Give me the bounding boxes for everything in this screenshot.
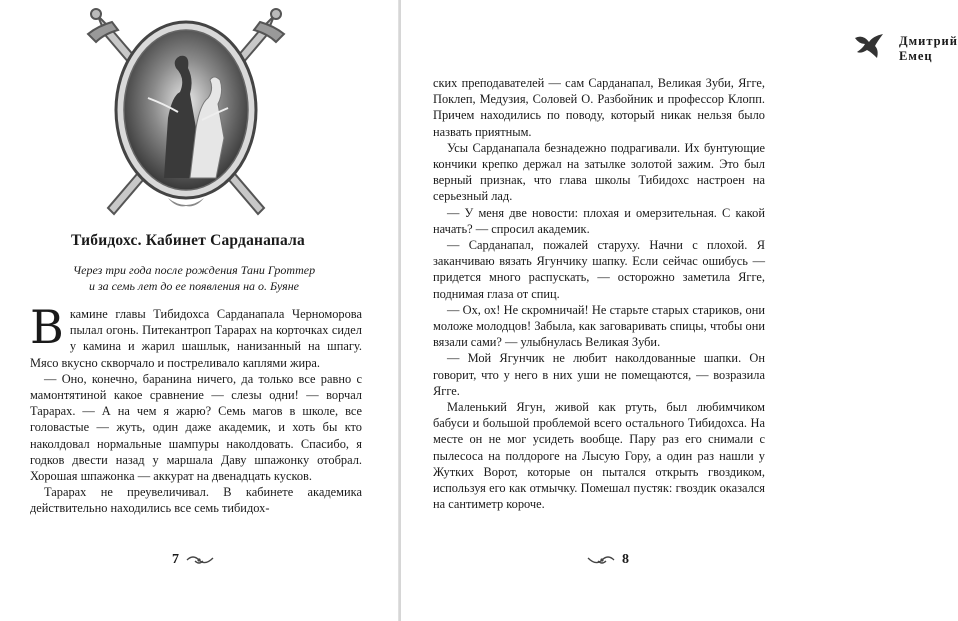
epigraph-line: Через три года после рождения Тани Гроттер [72, 263, 316, 277]
chapter-illustration [68, 8, 304, 220]
first-paragraph [30, 300, 362, 371]
right-page [401, 0, 958, 621]
paragraph: — У меня две новости: плохая и омерзительная. С какой начать? — спросил академик. [433, 205, 765, 236]
left-body-text [30, 300, 362, 517]
flourish-ornament-icon [586, 553, 616, 567]
dragon-icon [853, 32, 887, 65]
paragraph: — Ох, ох! Не скромничай! Не старьте старых стариков, они моложе молодцов! Забыла, как заговаривать спицы, чтобы они вязали сами? — улыбнулась Великая Зуби. [433, 302, 765, 350]
left-page [0, 0, 399, 621]
chapter-title: Тибидохс. Кабинет Сарданапала [71, 232, 305, 249]
first-paragraph-text: камине главы Тибидохса Сарданапала Черноморова пылал огонь. Питекантроп Тарарах на корточках сидел у камина и жарил шашлык, нанизанный на шпагу. Мясо вкусно скворчало и постреливало каплями жира. [30, 307, 362, 370]
running-head [853, 32, 958, 65]
right-page-footer [586, 552, 629, 568]
paragraph: — Мой Ягунчик не любит наколдованные шапки. Он говорит, что у него в них уши не помещаются, — возразила Ягге. [433, 351, 765, 398]
continued-paragraph: ских преподавателей — сам Сарданапал, Великая Зуби, Ягге, Поклеп, Медузия, Соловей О. Разбойник и профессор Клопп. Причем находились по поводу, который никак нельзя было назвать приятным. [433, 76, 765, 139]
paragraph: Тарарах не преувеличивал. В кабинете академика действительно находились все семь тибидох- [30, 485, 362, 516]
left-page-footer [172, 552, 215, 568]
crossed-swords-oval-illustration [68, 8, 304, 220]
paragraph: Маленький Ягун, живой как ртуть, был любимчиком бабуси и большой проблемой всего остального Тибидохса. На месте он не мог усидеть вообще. Пару раз его снимали с пылесоса на полдороге на Лысую Гору, а один раз нашли у Жутких Ворот, которые он пытался открыть гвоздиком, используя его как отмычку. Помешал пустяк: гвоздик оказался на сантиметр короче. [433, 400, 765, 512]
paragraph: — Оно, конечно, баранина ничего, да только все равно с мамонтятиной какое сравнение — слезы одни! — ворчал Тарарах. — А на чем я жарю? Семь магов в школе, все головастые — жуть, один даже академик, и хоть бы кто наколдовал нормальные шампуры наколдовать. Спасибо, я годков двести назад у маршала Даву шпажонку отобрал. Хорошая шпажонка — аккурат на двенадцать кусков. [30, 371, 362, 484]
right-body-text [433, 75, 765, 512]
page-number: 8 [622, 552, 629, 567]
flourish-ornament-icon [185, 553, 215, 567]
paragraph: — Сарданапал, пожалей старуху. Начни с плохой. Я заканчиваю вязать Ягунчику шапку. Если сейчас ошибусь — придется много распускать, — осторожно заметила Ягге, поднимая глаза от спиц. [433, 238, 765, 301]
epigraph [56, 262, 332, 294]
author-name: Дмитрий Емец [899, 33, 958, 63]
drop-cap: В [30, 300, 64, 354]
page-number: 7 [172, 552, 179, 567]
paragraph: Усы Сарданапала безнадежно подрагивали. Их бунтующие кончики крепко держал на затылке золотой зажим. Это был верный признак, что глава школы Тибидохс настроен на серьезный лад. [433, 140, 765, 204]
epigraph-line: и за семь лет до ее появления на о. Буяне [89, 279, 299, 293]
